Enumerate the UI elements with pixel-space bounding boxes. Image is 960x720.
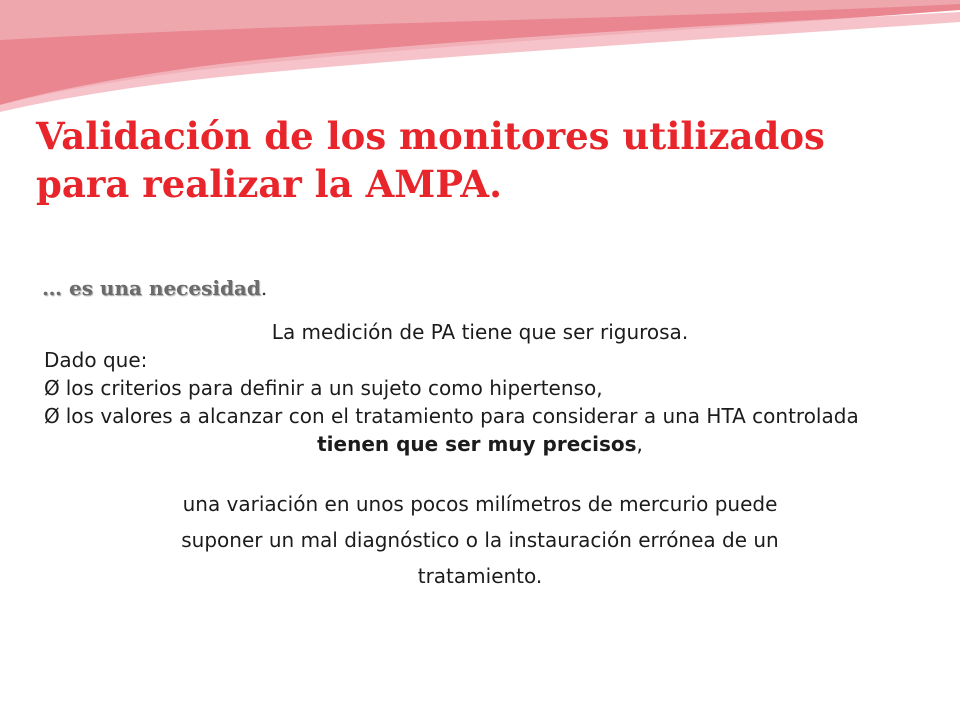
slide-body (44, 318, 916, 594)
bullet-text: los valores a alcanzar con el tratamiento para considerar a una HTA controlada (65, 404, 859, 428)
emphasis-strong: tienen que ser muy precisos (317, 432, 637, 456)
subtitle-strong: … es una necesidad (42, 276, 261, 300)
bullet-item (44, 374, 916, 402)
subtitle (42, 276, 267, 300)
slide-title-line-2: para realizar la AMPA. (36, 162, 502, 206)
conclusion (44, 486, 916, 594)
dado-que-line: Dado que: (44, 348, 148, 372)
bullet-marker-icon: Ø (44, 404, 60, 428)
slide-title (36, 112, 936, 208)
emphasis-line (44, 430, 916, 458)
conclusion-line-3: tratamiento. (417, 564, 543, 588)
spacer (44, 458, 916, 486)
header-wave-decoration (0, 0, 960, 130)
intro-line: La medición de PA tiene que ser rigurosa. (271, 320, 689, 344)
slide-title-line-1: Validación de los monitores utilizados (36, 114, 825, 158)
bullet-marker-icon: Ø (44, 376, 60, 400)
subtitle-tail: . (260, 276, 268, 300)
bullet-text: los criterios para definir a un sujeto como hipertenso, (65, 376, 603, 400)
emphasis-tail: , (636, 432, 643, 456)
conclusion-line-2: suponer un mal diagnóstico o la instauración errónea de un (181, 528, 779, 552)
conclusion-line-1: una variación en unos pocos milímetros de mercurio puede (182, 492, 778, 516)
bullet-item (44, 402, 916, 430)
